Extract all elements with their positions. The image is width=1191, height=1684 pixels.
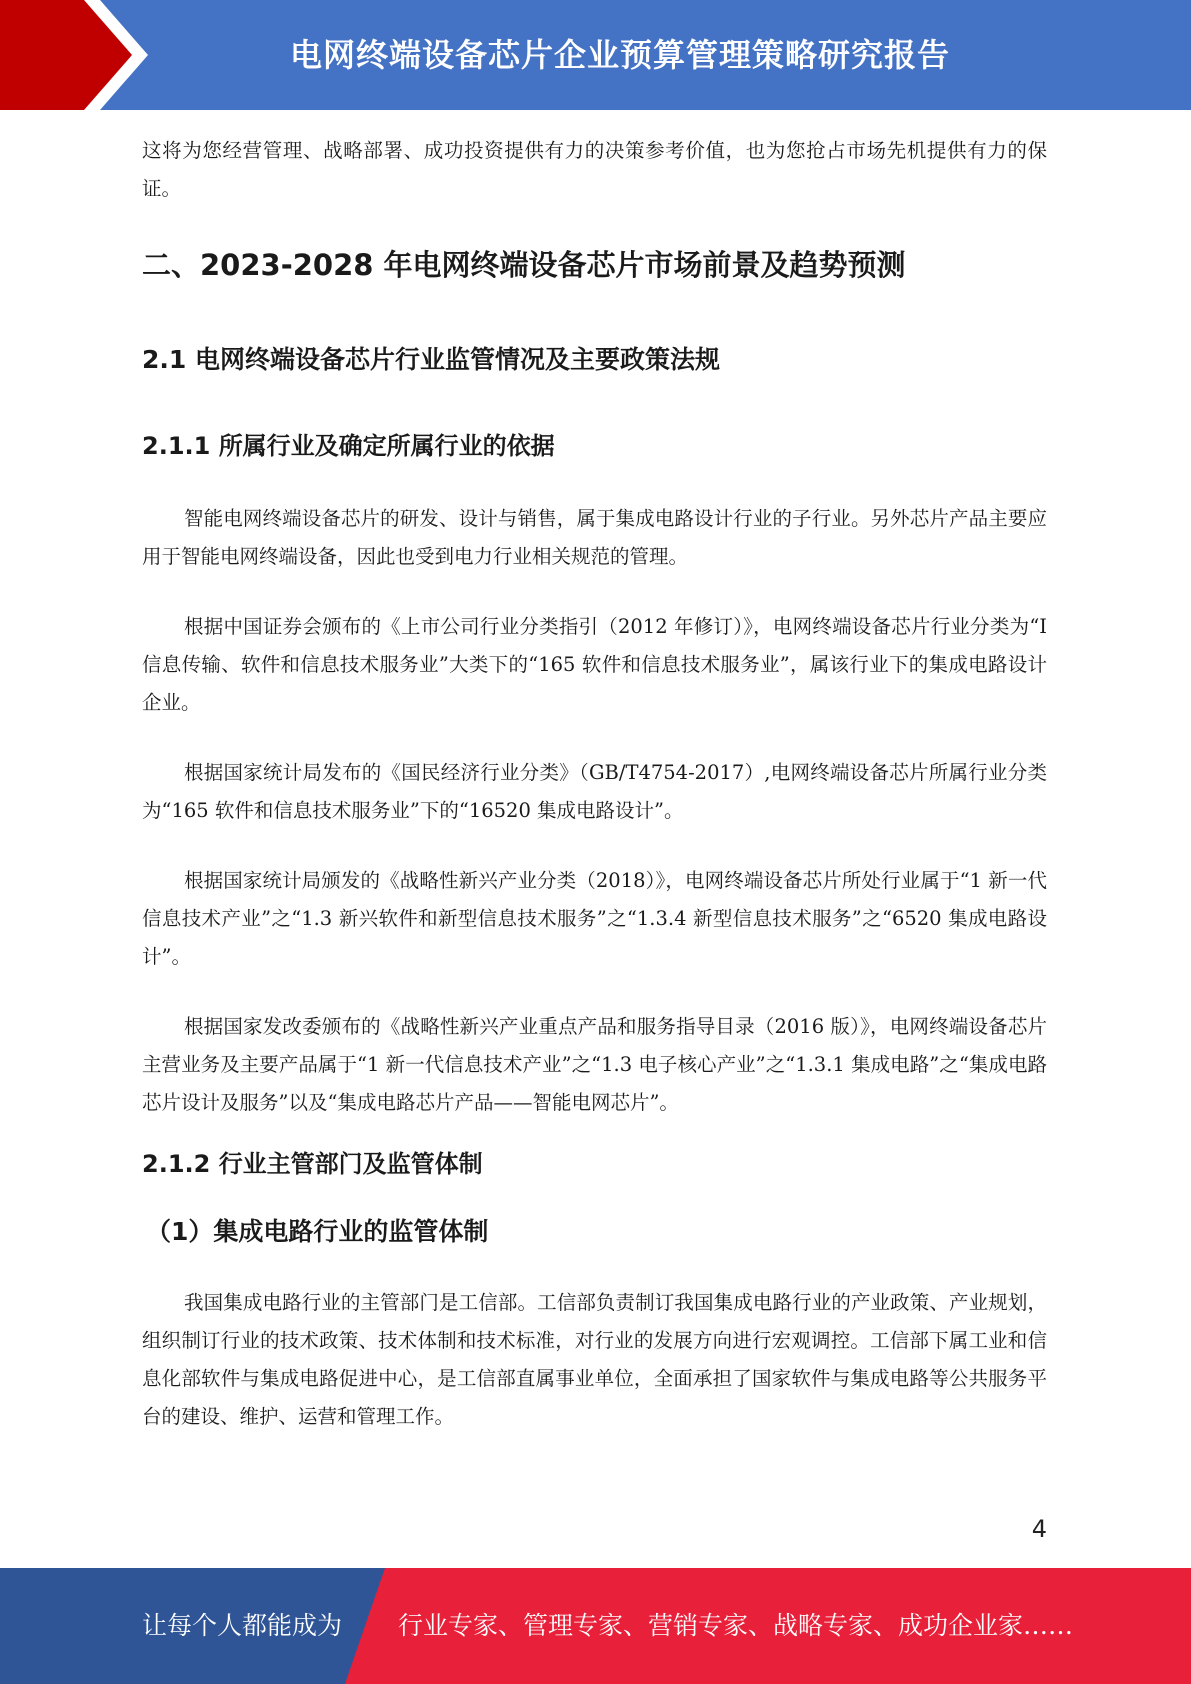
- body-paragraph: 我国集成电路行业的主管部门是工信部。工信部负责制订我国集成电路行业的产业政策、产业规划，组织制订行业的技术政策、技术体制和技术标准，对行业的发展方向进行宏观调控。工信部下属工业和信息化部软件与集成电路促进中心，是工信部直属事业单位，全面承担了国家软件与集成电路等公共服务平台的建设、维护、运营和管理工作。: [142, 1291, 1047, 1428]
- body-paragraph: 根据国家统计局发布的《国民经济行业分类》（GB/T4754-2017）,电网终端设备芯片所属行业分类为“165 软件和信息技术服务业”下的“16520 集成电路设计”。: [142, 761, 1047, 822]
- footer-slogan-right: 行业专家、管理专家、营销专家、战略专家、成功企业家……: [398, 1611, 1074, 1640]
- section-title: 二、2023-2028 年电网终端设备芯片市场前景及趋势预测: [142, 248, 906, 282]
- page-header: [0, 0, 1191, 110]
- subsubsection-title-2: 2.1.2 行业主管部门及监管体制: [142, 1150, 483, 1178]
- page-footer: [0, 1568, 1191, 1684]
- subsection-title: 2.1 电网终端设备芯片行业监管情况及主要政策法规: [142, 345, 720, 374]
- intro-paragraph: 这将为您经营管理、战略部署、成功投资提供有力的决策参考价值，也为您抢占市场先机提供有力的保证。: [142, 139, 1047, 200]
- item-title: （1）集成电路行业的监管体制: [146, 1217, 489, 1246]
- body-paragraph: 根据国家统计局颁发的《战略性新兴产业分类（2018）》，电网终端设备芯片所处行业属于“1 新一代信息技术产业”之“1.3 新兴软件和新型信息技术服务”之“1.3.4 新型信息技术服务”之“6520 集成电路设计”。: [142, 869, 1047, 968]
- footer-slogan-left: 让每个人都能成为: [142, 1611, 343, 1640]
- page-content: [142, 132, 1047, 1468]
- report-title: 电网终端设备芯片企业预算管理策略研究报告: [289, 36, 950, 74]
- body-paragraph: 智能电网终端设备芯片的研发、设计与销售，属于集成电路设计行业的子行业。另外芯片产品主要应用于智能电网终端设备，因此也受到电力行业相关规范的管理。: [142, 507, 1047, 568]
- body-paragraph: 根据中国证券会颁布的《上市公司行业分类指引（2012 年修订）》，电网终端设备芯片行业分类为“I 信息传输、软件和信息技术服务业”大类下的“165 软件和信息技术服务业”，属该行业下的集成电路设计企业。: [142, 615, 1047, 714]
- page-number: 4: [1031, 1515, 1047, 1543]
- body-paragraph: 根据国家发改委颁布的《战略性新兴产业重点产品和服务指导目录（2016 版）》，电网终端设备芯片主营业务及主要产品属于“1 新一代信息技术产业”之“1.3 电子核心产业”之“1.3.1 集成电路”之“集成电路芯片设计及服务”以及“集成电路芯片产品——智能电网芯片”。: [142, 1015, 1047, 1114]
- subsubsection-title-1: 2.1.1 所属行业及确定所属行业的依据: [142, 432, 555, 460]
